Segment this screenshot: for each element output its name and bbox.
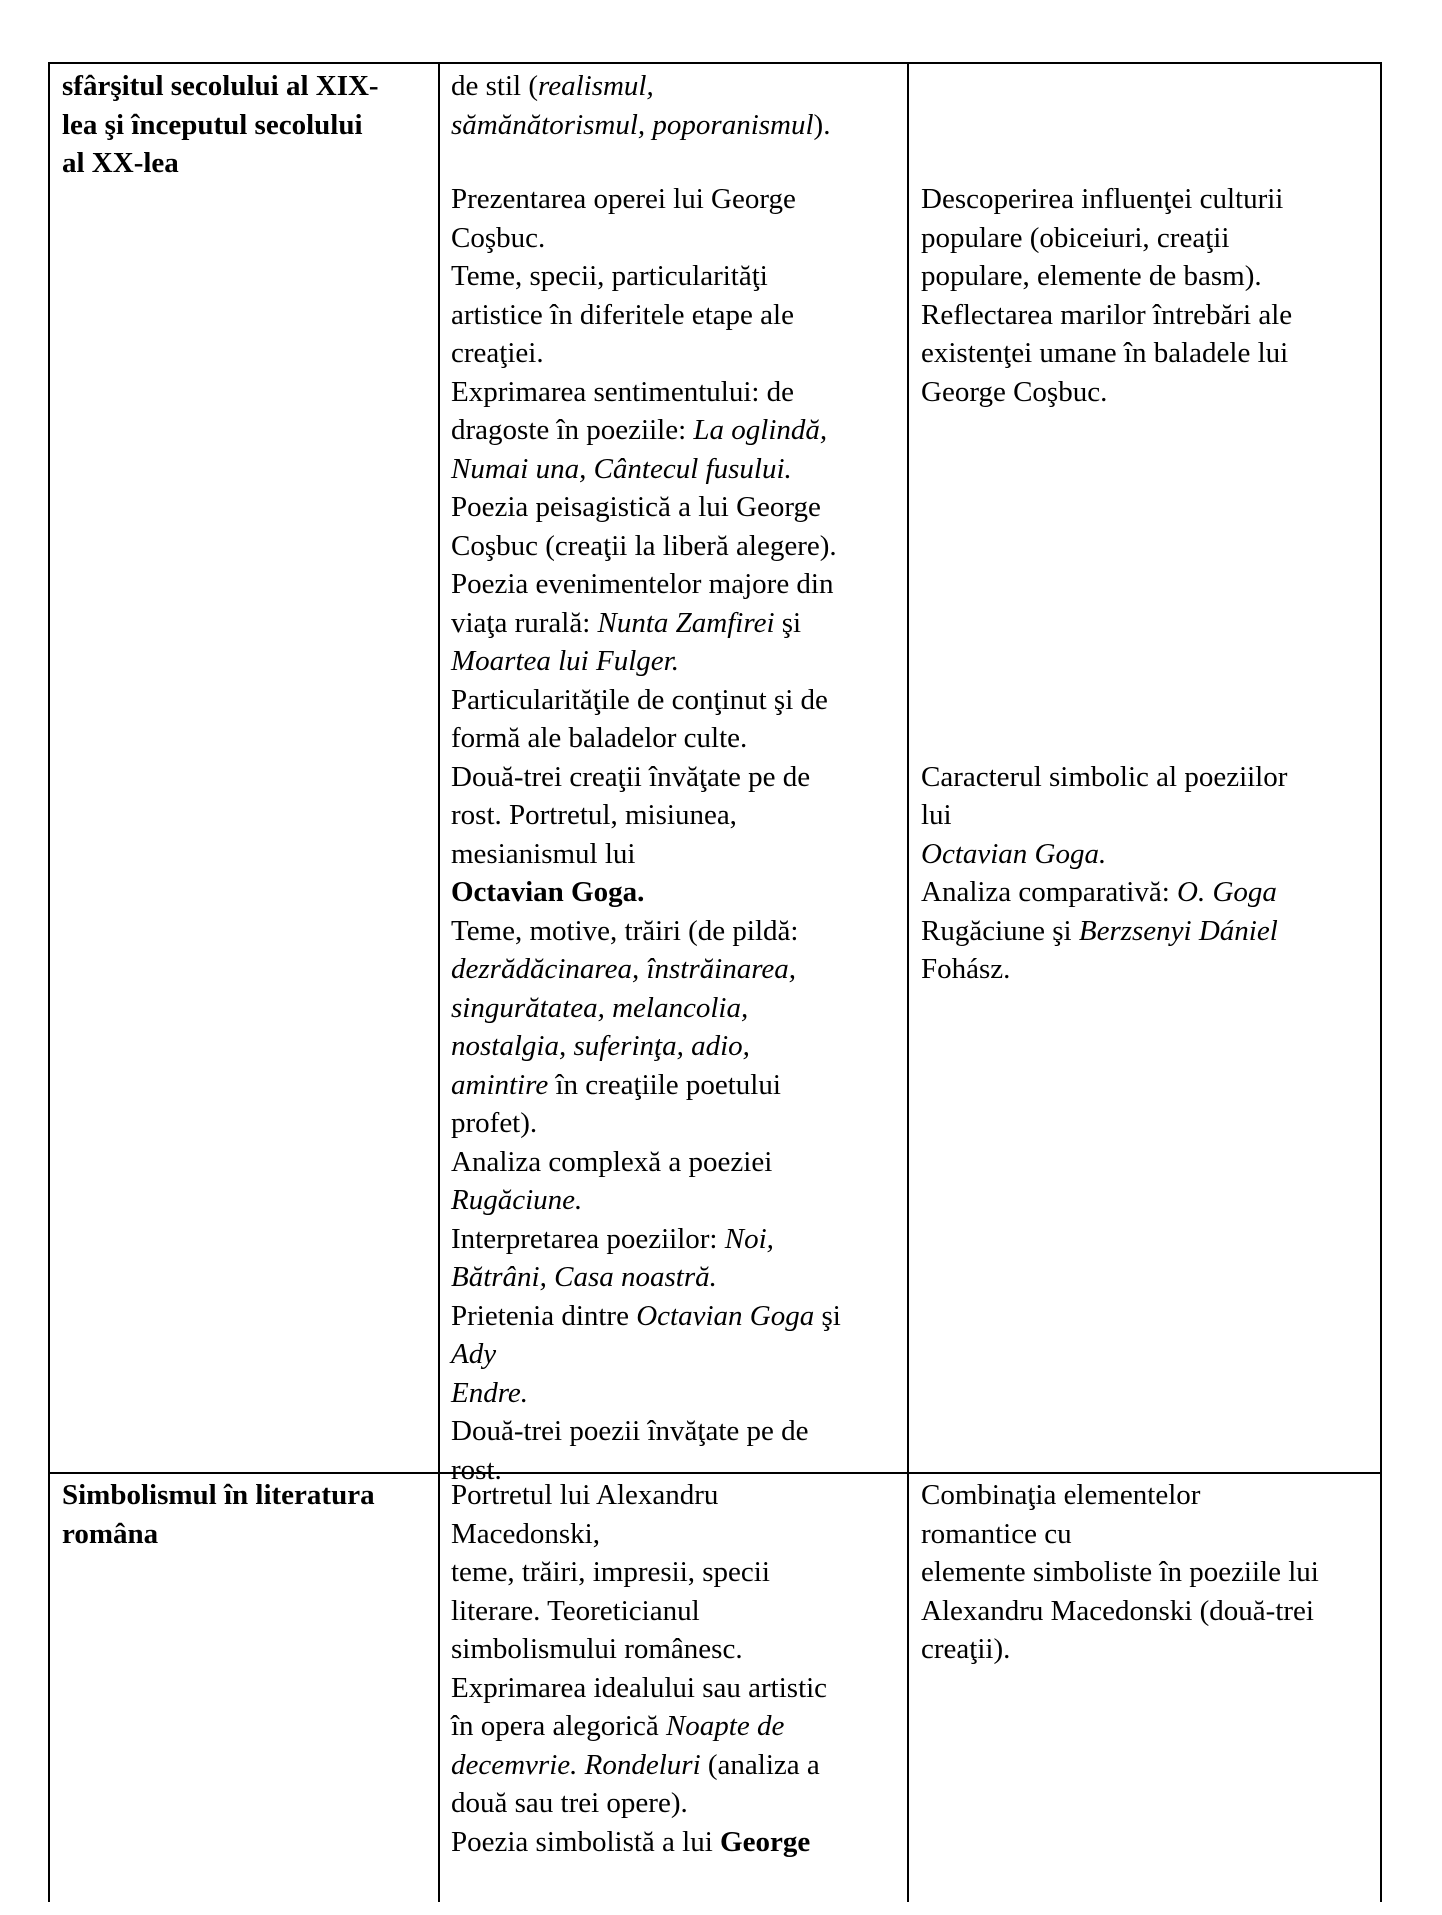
text-line: [451, 835, 907, 874]
text-line: [451, 488, 907, 527]
section-title-line: Simbolismul în literatura: [62, 1479, 375, 1511]
italic-run: amintire: [451, 1068, 549, 1101]
italic-run: decemvrie. Rondeluri: [451, 1748, 701, 1781]
italic-run: realismul,: [538, 70, 654, 102]
text-line: [921, 488, 1376, 527]
text-run: Coşbuc.: [451, 221, 546, 254]
text-run: Analiza complexă a poeziei: [451, 1145, 773, 1178]
text-run: George Coşbuc.: [921, 375, 1108, 408]
text-line: [921, 835, 1376, 874]
text-line: [451, 1746, 907, 1785]
text-line: [921, 1592, 1376, 1631]
text-run: Poezia peisagistică a lui George: [451, 491, 821, 523]
text-run: Coşbuc (creaţii la liberă alegere).: [451, 529, 837, 562]
text-line: [451, 1823, 907, 1862]
text-line: [451, 106, 907, 145]
row1-section-title: [62, 67, 434, 183]
text-line: [921, 257, 1376, 296]
text-line: [451, 796, 907, 835]
text-line: [921, 334, 1376, 373]
bold-run: Octavian Goga.: [451, 876, 645, 908]
text-run: simbolismului românesc.: [451, 1633, 743, 1665]
italic-run: Bătrâni, Casa noastră.: [451, 1261, 717, 1293]
row2-objectives: [921, 1476, 1376, 1669]
row1-objectives: [921, 180, 1376, 989]
italic-run: Numai una, Cântecul fusului.: [451, 452, 792, 485]
text-run: Fohász.: [921, 953, 1011, 985]
text-line: [451, 604, 907, 643]
text-line: [921, 873, 1376, 912]
italic-run: Noapte de: [665, 1710, 785, 1742]
text-run: populare (obiceiuri, creaţii: [921, 221, 1230, 254]
text-run: Două-trei creaţii învăţate pe de: [451, 760, 811, 793]
text-line: [921, 373, 1376, 412]
column-divider-1: [438, 62, 440, 1902]
text-run: Prezentarea operei lui George: [451, 183, 796, 215]
text-line: [451, 1220, 907, 1259]
text-run: Exprimarea sentimentului: de: [451, 375, 795, 408]
text-line: [451, 989, 907, 1028]
text-line: [451, 1027, 907, 1066]
text-line: [921, 411, 1376, 450]
text-run: Macedonski,: [451, 1517, 600, 1550]
italic-run: Octavian Goga.: [921, 837, 1107, 870]
italic-run: Endre.: [451, 1376, 529, 1409]
text-run: profet).: [451, 1107, 538, 1139]
text-run: formă ale baladelor culte.: [451, 722, 748, 754]
table-right-border: [1380, 62, 1382, 1902]
text-line: [451, 1374, 907, 1413]
row1-content: [451, 180, 907, 1489]
text-line: [451, 411, 907, 450]
text-run: şi: [774, 606, 802, 639]
text-line: [921, 1553, 1376, 1592]
text-line: [451, 1515, 907, 1554]
text-line: [451, 219, 907, 258]
text-line: [451, 257, 907, 296]
text-line: [451, 527, 907, 566]
italic-run: Ady: [451, 1338, 497, 1370]
text-run: ).: [813, 108, 831, 141]
text-run: în creaţiile poetului: [548, 1068, 781, 1101]
text-run: viaţa rurală:: [451, 606, 598, 639]
text-line: [451, 1707, 907, 1746]
text-line: [921, 1476, 1376, 1515]
text-line: [451, 565, 907, 604]
text-run: elemente simboliste în poeziile lui: [921, 1556, 1319, 1588]
text-line: [451, 1143, 907, 1182]
text-line: [921, 950, 1376, 989]
text-line: [921, 219, 1376, 258]
text-line: [451, 334, 907, 373]
text-run: populare, elemente de basm).: [921, 260, 1262, 292]
text-line: [451, 450, 907, 489]
italic-run: singurătatea, melancolia,: [451, 991, 749, 1024]
italic-run: Noi,: [724, 1222, 774, 1255]
text-line: [451, 642, 907, 681]
text-run: artistice în diferitele etape ale: [451, 298, 794, 331]
text-line: [451, 1258, 907, 1297]
text-line: [921, 450, 1376, 489]
text-line: [921, 796, 1376, 835]
text-run: şi: [814, 1299, 841, 1332]
text-line: [451, 67, 907, 106]
text-line: [921, 1515, 1376, 1554]
row1-content-top: [451, 67, 907, 144]
text-run: (analiza a: [700, 1748, 820, 1781]
text-line: [451, 1297, 907, 1336]
text-run: Două-trei poezii învăţate pe de: [451, 1415, 809, 1447]
text-line: [921, 604, 1376, 643]
row2-section-title: [62, 1476, 434, 1553]
text-line: [451, 912, 907, 951]
text-run: romantice cu: [921, 1517, 1072, 1550]
bold-run: George: [720, 1825, 811, 1858]
text-line: [921, 565, 1376, 604]
text-line: [451, 1553, 907, 1592]
section-title-line: lea şi începutul secolului: [62, 108, 363, 141]
text-run: creaţii).: [921, 1633, 1011, 1665]
text-line: [451, 1630, 907, 1669]
text-run: Portretul lui Alexandru: [451, 1479, 719, 1511]
text-line: [451, 373, 907, 412]
text-line: [451, 1335, 907, 1374]
italic-run: nostalgia, suferinţa, adio,: [451, 1030, 750, 1062]
text-run: Analiza comparativă:: [921, 876, 1178, 908]
text-run: Prietenia dintre: [451, 1299, 637, 1332]
text-run: Interpretarea poeziilor:: [451, 1222, 725, 1255]
text-run: Poezia evenimentelor majore din: [451, 568, 834, 600]
text-line: [921, 180, 1376, 219]
text-run: Caracterul simbolic al poeziilor: [921, 760, 1288, 793]
text-line: [451, 758, 907, 797]
text-run: Rugăciune şi: [921, 914, 1079, 947]
section-title-line: româna: [62, 1517, 159, 1550]
text-run: Combinaţia elementelor: [921, 1479, 1201, 1511]
text-run: Descoperirea influenţei culturii: [921, 183, 1284, 215]
text-line: [921, 527, 1376, 566]
text-line: [451, 873, 907, 912]
italic-run: Octavian Goga: [636, 1299, 815, 1332]
text-run: două sau trei opere).: [451, 1787, 688, 1819]
text-run: literare. Teoreticianul: [451, 1594, 700, 1627]
text-run: existenţei umane în baladele lui: [921, 337, 1289, 369]
italic-run: dezrădăcinarea, înstrăinarea,: [451, 953, 797, 985]
section-title-line: sfârşitul secolului al XIX-: [62, 70, 379, 102]
italic-run: O. Goga: [1177, 876, 1277, 908]
table-left-border: [48, 62, 50, 1902]
text-line: [451, 681, 907, 720]
section-title-line: al XX-lea: [62, 147, 179, 179]
text-line: [921, 1630, 1376, 1669]
italic-run: Berzsenyi Dániel: [1078, 914, 1278, 947]
column-divider-2: [907, 62, 909, 1902]
text-line: [451, 1669, 907, 1708]
text-run: teme, trăiri, impresii, specii: [451, 1556, 770, 1588]
text-line: [921, 719, 1376, 758]
text-run: Poezia simbolistă a lui: [451, 1825, 721, 1858]
text-line: [921, 912, 1376, 951]
text-line: [451, 719, 907, 758]
italic-run: La oglindă,: [693, 414, 828, 446]
text-run: lui: [921, 799, 952, 831]
text-run: Particularităţile de conţinut şi de: [451, 683, 828, 716]
row2-content: [451, 1476, 907, 1861]
text-line: [451, 1066, 907, 1105]
text-line: [921, 296, 1376, 335]
table-top-border: [48, 62, 1382, 64]
text-run: Alexandru Macedonski (două-trei: [921, 1594, 1314, 1627]
text-run: Exprimarea idealului sau artistic: [451, 1671, 828, 1704]
text-line: [451, 1412, 907, 1451]
text-line: [451, 1476, 907, 1515]
text-run: Teme, specii, particularităţi: [451, 260, 768, 292]
text-line: [451, 296, 907, 335]
italic-run: Moartea lui Fulger.: [451, 645, 679, 677]
text-line: [921, 758, 1376, 797]
italic-run: sămănătorismul, poporanismul: [451, 108, 814, 141]
text-line: [451, 950, 907, 989]
text-run: mesianismul lui: [451, 837, 636, 870]
text-line: [921, 642, 1376, 681]
text-run: Teme, motive, trăiri (de pildă:: [451, 914, 799, 947]
text-line: [451, 1784, 907, 1823]
text-run: dragoste în poeziile:: [451, 414, 694, 446]
text-run: rost. Portretul, misiunea,: [451, 799, 737, 831]
text-run: Reflectarea marilor întrebări ale: [921, 298, 1293, 331]
text-run: în opera alegorică: [451, 1710, 666, 1742]
italic-run: Nunta Zamfirei: [597, 606, 775, 639]
text-line: [451, 180, 907, 219]
text-run: de stil (: [451, 70, 538, 102]
text-line: [451, 1104, 907, 1143]
text-line: [921, 681, 1376, 720]
text-run: rost.: [451, 1453, 502, 1486]
text-run: creaţiei.: [451, 337, 544, 369]
text-line: [451, 1181, 907, 1220]
italic-run: Rugăciune.: [451, 1184, 583, 1216]
text-line: [451, 1592, 907, 1631]
